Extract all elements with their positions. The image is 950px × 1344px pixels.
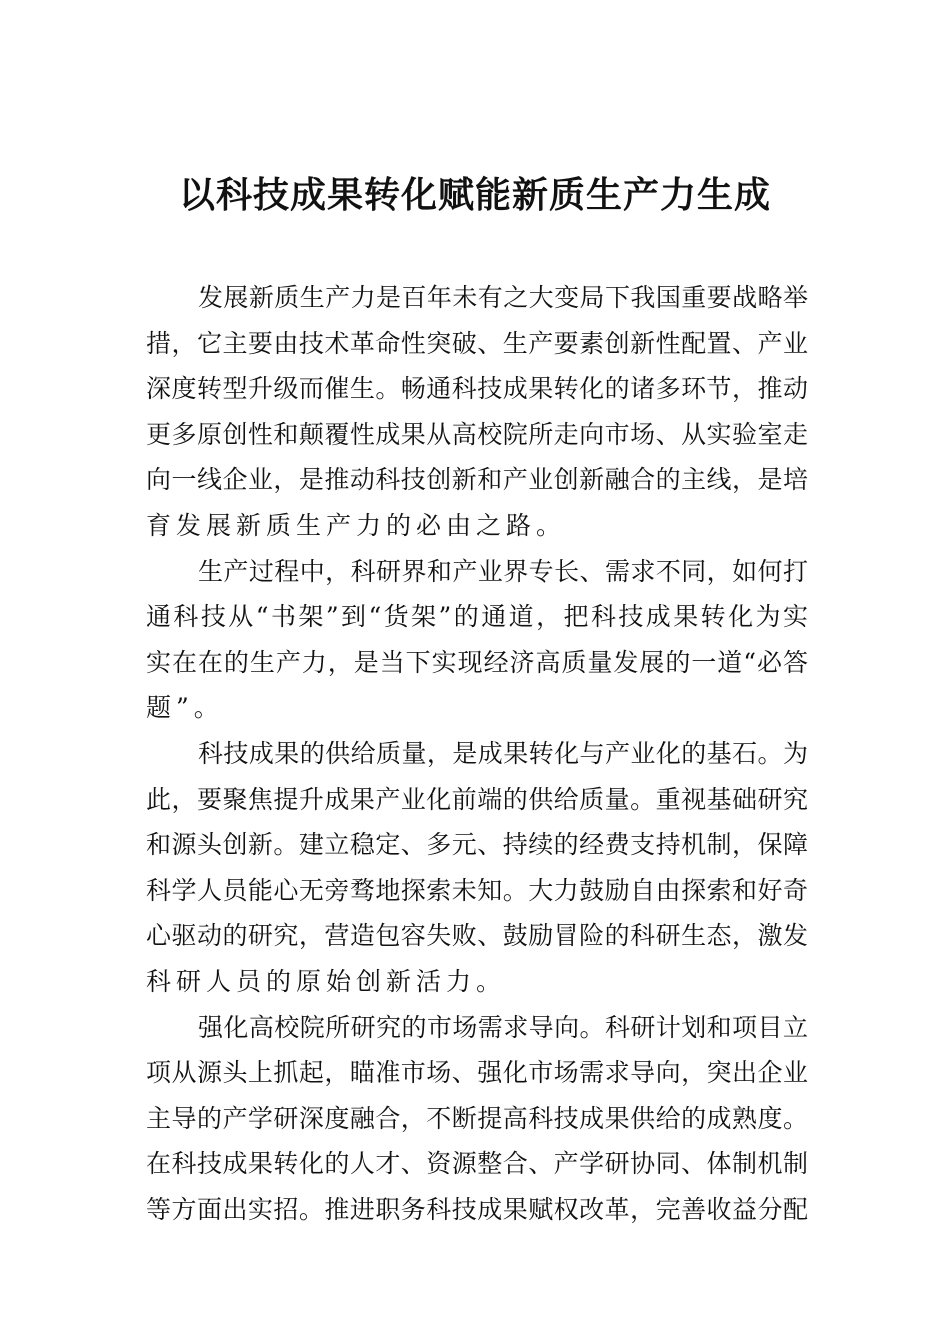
text-line: 向一线企业，是推动科技创新和产业创新融合的主线，是培 [146,465,808,495]
text-line: 题”。 [146,693,224,723]
text-line: 通科技从“书架”到“货架”的通道，把科技成果转化为实 [146,602,808,632]
text-line: 在科技成果转化的人才、资源整合、产学研协同、体制机制 [146,1149,808,1179]
text-line: 心驱动的研究，营造包容失败、鼓励冒险的科研生态，激发 [146,921,808,951]
document-title: 以科技成果转化赋能新质生产力生成 [178,174,771,216]
text-line: 强化高校院所研究的市场需求导向。科研计划和项目立 [198,1012,808,1042]
text-line: 项从源头上抓起，瞄准市场、强化市场需求导向，突出企业 [146,1058,808,1088]
text-line: 等方面出实招。推进职务科技成果赋权改革，完善收益分配 [146,1194,808,1224]
text-line: 主导的产学研深度融合，不断提高科技成果供给的成熟度。 [146,1103,808,1133]
text-line: 育发展新质生产力的必由之路。 [146,510,567,540]
paragraph [146,275,808,549]
text-line: 和源头创新。建立稳定、多元、持续的经费支持机制，保障 [146,830,808,860]
text-line: 此，要聚焦提升成果产业化前端的供给质量。重视基础研究 [146,784,808,814]
text-line: 科学人员能心无旁骛地探索未知。大力鼓励自由探索和好奇 [146,875,808,905]
paragraph [146,1005,808,1233]
text-line: 措，它主要由技术革命性突破、生产要素创新性配置、产业 [146,328,808,358]
text-line: 更多原创性和颠覆性成果从高校院所走向市场、从实验室走 [146,419,808,449]
text-line: 深度转型升级而催生。畅通科技成果转化的诸多环节，推动 [146,374,808,404]
text-line: 科研人员的原始创新活力。 [146,966,507,996]
paragraph [146,549,808,731]
paragraph [146,731,808,1005]
document-body [146,275,808,1232]
text-line: 发展新质生产力是百年未有之大变局下我国重要战略举 [198,283,808,312]
text-line: 实在在的生产力，是当下实现经济高质量发展的一道“必答 [146,647,808,677]
text-line: 科技成果的供给质量，是成果转化与产业化的基石。为 [198,738,808,768]
text-line: 生产过程中，科研界和产业界专长、需求不同，如何打 [198,556,808,586]
